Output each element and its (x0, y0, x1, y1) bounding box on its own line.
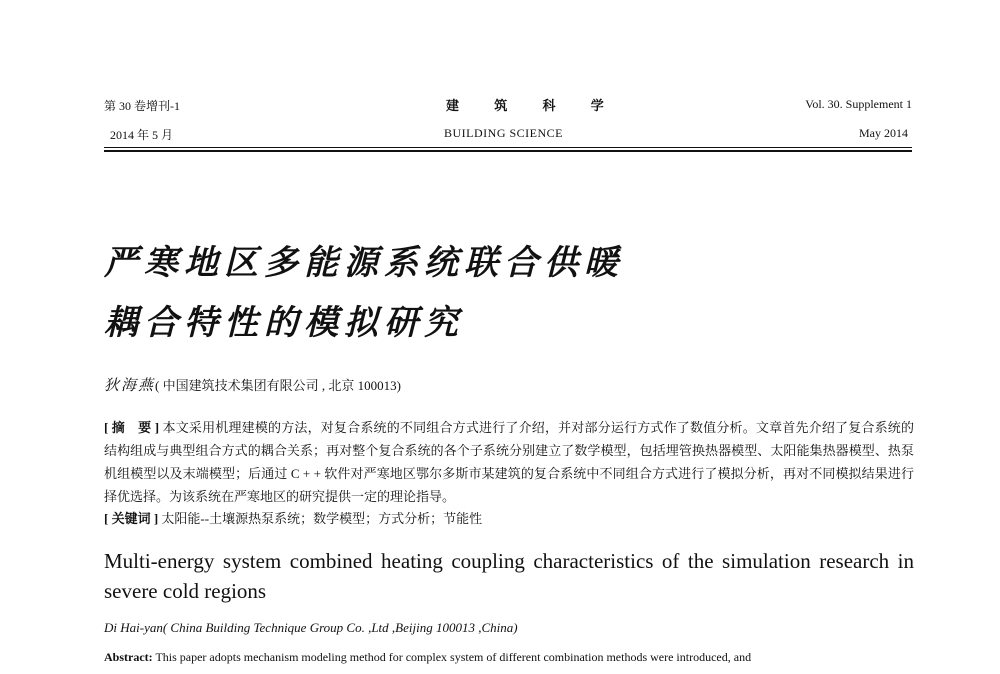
author-en: Di Hai-yan( China Building Technique Group Co. ,Ltd ,Beijing 100013 ,China) (104, 620, 518, 635)
keywords-cn-text: 太阳能--土壤源热泵系统；数学模型；方式分析；节能性 (158, 511, 483, 526)
title-cn-line1: 严寒地区多能源系统联合供暖 (104, 243, 624, 283)
header-volume-en: Vol. 30. Supplement 1 (805, 97, 912, 111)
abstract-en-label: Abstract: (104, 650, 153, 664)
header-date-en: May 2014 (859, 126, 908, 140)
abstract-cn-label: [ 摘 要 ] (104, 420, 160, 435)
header-journal-en: BUILDING SCIENCE (444, 126, 563, 140)
author-cn (104, 374, 401, 395)
title-en: Multi-energy system combined heating coupling characteristics of the simulation research in severe cold regions (104, 549, 914, 603)
header-rule-thin (104, 147, 912, 148)
header-rule-thick (104, 150, 912, 152)
author-name-cn: 狄海燕 (104, 378, 156, 394)
title-cn-line2: 耦合特性的模拟研究 (104, 303, 464, 343)
header-journal-cn: 建 筑 科 学 (446, 98, 620, 113)
header-date-cn: 2014 年 5 月 (110, 128, 174, 142)
keywords-cn-label: [ 关键词 ] (104, 511, 159, 526)
abstract-en-text: This paper adopts mechanism modeling method for complex system of different combination methods were introduced, and (152, 650, 752, 664)
keywords-cn (104, 508, 482, 527)
author-affiliation-cn: ( 中国建筑技术集团有限公司 , 北京 100013) (155, 378, 401, 393)
header-volume-cn: 第 30 卷增刊-1 (104, 99, 180, 113)
abstract-cn (104, 416, 914, 508)
abstract-cn-text: 本文采用机理建模的方法，对复合系统的不同组合方式进行了介绍，并对部分运行方式作了数值分析。文章首先介绍了复合系统的结构组成与典型组合方式的耦合关系；再对整个复合系统的各个子系统分别建立了数学模型，包括埋管换热器模型、太阳能集热器模型、热泵机组模型以及末端模型；后通过 C + + 软件对严寒地区鄂尔多斯市某建筑的复合系统中不同组合方式进行了模拟分析，再对不同模拟结果进行择优选择。为该系统在严寒地区的研究提供一定的理论指导。 (104, 420, 914, 504)
abstract-en (104, 650, 751, 665)
